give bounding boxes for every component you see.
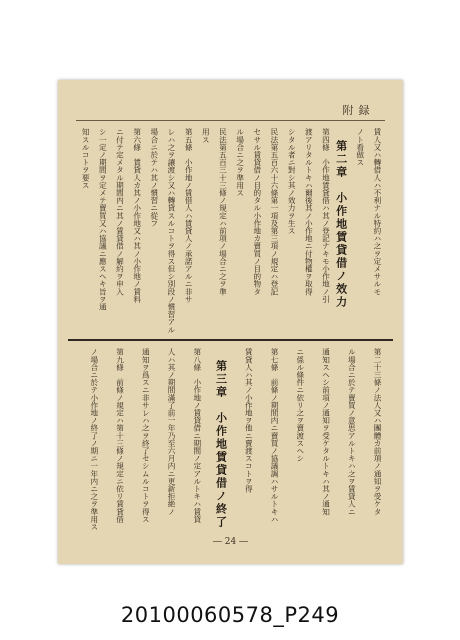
upper-text-column: シ一定ノ期間ヲ定メテ賣買又ハ協議ニ應スヘキ旨ヲ通 xyxy=(98,128,108,311)
lower-text-column: 第七條 前條ノ期間内ニ賣買ノ協議調ハサルトキハ xyxy=(270,348,279,523)
upper-text-column: ル場合ニ之ヲ準用ス xyxy=(235,128,245,197)
upper-text-column: ニ付テ定メタル期間内ニ其ノ賃貸借ノ解約ヲ申入 xyxy=(115,128,125,296)
upper-text-column: 賃人又ハ轉借人ハ不利ナル特約ハ之ヲ定メサルモ xyxy=(372,128,382,296)
upper-text-column: 場合ニ於テハ其ノ慣習ニ從フ xyxy=(149,128,159,227)
upper-text-column: 民法第五百六十六條第一項及第三項ノ規定ハ登記 xyxy=(269,128,279,296)
upper-text-column: ノト看做ス xyxy=(355,128,365,166)
document-page xyxy=(58,80,403,564)
upper-text-column: シタル者ニ對シ其ノ效力ヲ生ス xyxy=(287,128,297,235)
image-caption: 20100060578_P249 xyxy=(120,603,340,627)
lower-text-column: 第二十三條ノ法人又ハ團體カ前項ノ通知ヲ受ケタ xyxy=(373,348,382,516)
lower-text-column: ノ場合ニ於テ小作地ノ終了ノ期ニ一年内ニ之ヲ準用ス xyxy=(89,348,99,531)
upper-text-column: 第五條 小作地ノ賃借人ハ賃貸人ノ承諾アルニ非サ xyxy=(184,128,194,303)
upper-text-column: 第六條 賃貸人カ其ノ小作地又ハ其ノ小作地ノ賃料 xyxy=(132,128,142,303)
lower-text-column: ル場合ニ於テ賣買ノ意思アルトキハ之ヲ賃貸人ニ xyxy=(347,348,357,516)
lower-text-column: 第八條 小作地ノ賃貸借ニ期間ノ定アルトキハ賃貸 xyxy=(192,348,202,523)
lower-chapter-heading: 第三章 小作地賃貸借ノ終了 xyxy=(214,360,228,529)
lower-text-column: 賃貸人ハ其ノ小作地ヲ他ニ賣渡スコトヲ得 xyxy=(244,348,254,493)
lower-text-column: 通知ヲ爲スニ非サレハ之ヲ終了セシムルコトヲ得ス xyxy=(141,348,151,523)
page-header: 附録 xyxy=(342,104,375,117)
header-rule xyxy=(76,120,385,121)
upper-text-column: 用ス xyxy=(201,128,211,144)
lower-text-column: 第九條 前條ノ規定ハ第十三條ノ規定ニ依リ賃貸借 xyxy=(115,348,125,523)
section-divider xyxy=(68,339,393,341)
upper-chapter-heading: 第二章 小作地賃貸借ノ效力 xyxy=(334,140,348,309)
lower-text-column: 通知スヘシ前項ノ通知ヲ受ケタルトキハ其ノ通知 xyxy=(321,348,331,516)
upper-text-column: 民法第五百三十三條ノ規定ハ前項ノ場合ニ之ヲ準 xyxy=(218,128,228,296)
lower-text-column: ニ係ル條件ニ依リ之ヲ賣渡スヘシ xyxy=(295,348,305,462)
upper-text-column: セサル賃貸借ノ目的タル小作地カ賣買ノ目的物タ xyxy=(252,128,262,296)
upper-text-column: 渡アリタルトキハ爾後其ノ小作地ニ付物權ヲ取得 xyxy=(304,128,314,296)
page-number: ― 24 ― xyxy=(212,537,249,547)
upper-text-column: レハ之ヲ讓渡シ又ハ轉貸スルコトヲ得ス但シ別段ノ慣習アル xyxy=(166,128,176,334)
lower-text-column: 人ハ其ノ期間滿了前一年乃至六月内ニ更新拒絶ノ xyxy=(167,348,176,516)
upper-text-column: 第四條 小作地賃貸借ハ其ノ登記ナキモ小作地ノ引 xyxy=(321,128,331,303)
upper-text-column: 知スルコトヲ要ス xyxy=(81,128,91,189)
